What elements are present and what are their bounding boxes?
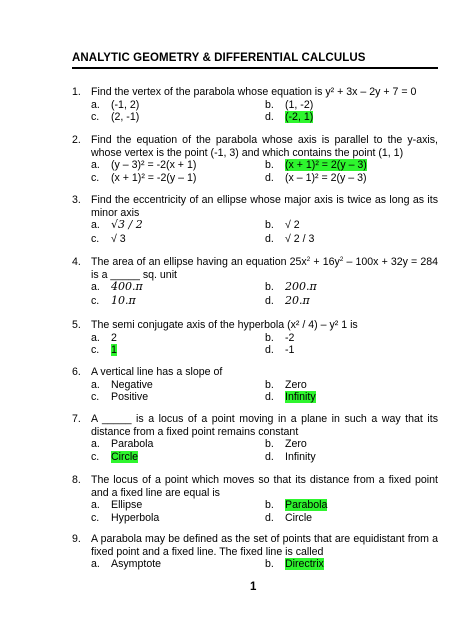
options — [91, 219, 438, 246]
option-a: a. (y – 3)² = -2(x + 1) — [91, 159, 197, 171]
options — [91, 438, 438, 463]
option-d: d. √ 2 / 3 — [265, 233, 315, 245]
options — [91, 499, 438, 524]
option-b-answer: b. Directrix — [265, 558, 324, 570]
question-7 — [72, 413, 438, 463]
option-a: a. 400.π — [91, 280, 143, 293]
option-b-answer: b. (x + 1)² = 2(y – 3) — [265, 159, 367, 171]
question-number: 3. — [72, 194, 81, 206]
option-d: d. (x – 1)² = 2(y – 3) — [265, 171, 367, 184]
question-3 — [72, 194, 438, 246]
answer-highlight: Infinity — [285, 391, 316, 403]
question-text: The semi conjugate axis of the hyperbola (x² / 4) – y² 1 is — [91, 319, 358, 331]
option-a: a. √3 / 2 — [91, 218, 143, 231]
option-c: c. (2, -1) — [91, 111, 140, 123]
option-c: c. √ 3 — [91, 233, 126, 245]
option-b: b. 200.π — [265, 280, 317, 293]
option-c: c. Positive — [91, 391, 149, 403]
options — [91, 558, 438, 571]
answer-highlight: Directrix — [285, 558, 324, 570]
question-number: 7. — [72, 413, 81, 425]
question-text: A vertical line has a slope of — [91, 366, 223, 378]
answer-highlight: (x + 1)² = 2(y – 3) — [285, 159, 367, 171]
option-c-answer: c. Circle — [91, 450, 139, 463]
answer-highlight: 1 — [111, 344, 117, 356]
options — [91, 159, 438, 184]
options — [91, 379, 438, 404]
answer-highlight: Parabola — [285, 499, 328, 511]
question-number: 2. — [72, 134, 81, 146]
options — [91, 99, 438, 124]
option-a: a. (-1, 2) — [91, 98, 140, 111]
question-2 — [72, 134, 438, 184]
question-1 — [72, 86, 438, 124]
question-9 — [72, 533, 438, 571]
question-number: 9. — [72, 533, 81, 545]
question-text: The area of an ellipse having an equation $25x^2 + 16y^2 - 100x + 32y = 284$ is a _____ sq. unit — [91, 256, 439, 281]
option-a: a. Parabola — [91, 438, 154, 450]
question-number: 4. — [72, 256, 81, 268]
question-6 — [72, 366, 438, 404]
option-d-answer: d. Infinity — [265, 391, 316, 403]
question-8 — [72, 474, 438, 524]
option-d-answer: d. (-2, 1) — [265, 111, 314, 123]
option-b: b. (1, -2) — [265, 98, 314, 111]
option-a: a. Asymptote — [91, 558, 162, 570]
option-c-answer: c. 1 — [91, 344, 117, 356]
option-d: d. -1 — [265, 344, 295, 356]
option-d: d. 20.π — [265, 294, 310, 307]
answer-highlight: Circle — [111, 450, 139, 463]
option-b: b. Zero — [265, 378, 307, 391]
page-number: 1 — [250, 581, 257, 593]
title-underline — [72, 67, 438, 69]
question-text: Find the eccentricity of an ellipse whose major axis is twice as long as its minor axis — [91, 194, 438, 219]
option-c: c. (x + 1)² = -2(y – 1) — [91, 171, 197, 184]
option-d: d. Infinity — [265, 450, 316, 463]
option-b: b. -2 — [265, 331, 295, 344]
question-number: 5. — [72, 319, 81, 331]
option-d: d. Circle — [265, 511, 313, 524]
question-text: Find the equation of the parabola whose axis is parallel to the y-axis, whose vertex is the point (-1, 3) and which contains the point (1, 1) — [91, 134, 438, 159]
option-b: b. √ 2 — [265, 219, 300, 231]
question-number: 6. — [72, 366, 81, 378]
question-text: The locus of a point which moves so that its distance from a fixed point and a fixed line are equal is — [91, 474, 438, 499]
question-number: 1. — [72, 86, 81, 98]
option-a: a. Negative — [91, 378, 153, 391]
question-number: 8. — [72, 474, 81, 486]
option-c: c. 10.π — [91, 294, 136, 307]
options — [91, 332, 438, 357]
option-a: a. Ellipse — [91, 499, 143, 511]
question-text: A parabola may be defined as the set of points that are equidistant from a fixed point and a fixed line. The fixed line is called — [91, 533, 438, 558]
option-b-answer: b. Parabola — [265, 499, 328, 511]
option-b: b. Zero — [265, 438, 307, 450]
document-title: ANALYTIC GEOMETRY & DIFFERENTIAL CALCULUS — [72, 52, 366, 64]
option-c: c. Hyperbola — [91, 511, 160, 524]
question-5 — [72, 319, 438, 357]
question-4 — [72, 256, 438, 309]
question-text: A _____ is a locus of a point moving in a plane in such a way that its distance from a fixed point remains constant — [91, 413, 438, 438]
option-a: a. 2 — [91, 331, 117, 344]
answer-highlight: (-2, 1) — [285, 111, 314, 123]
question-text: Find the vertex of the parabola whose equation is y² + 3x – 2y + 7 = 0 — [91, 86, 417, 98]
options — [91, 281, 438, 309]
